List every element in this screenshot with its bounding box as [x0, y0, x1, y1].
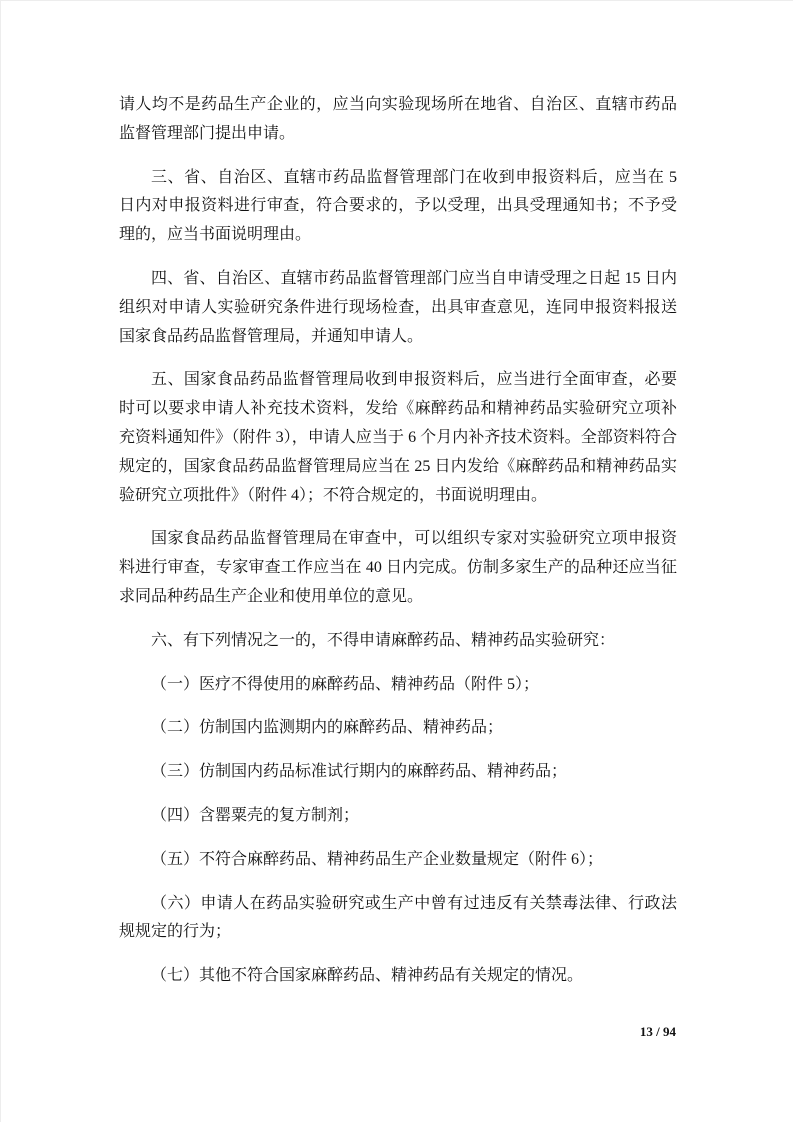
paragraph: 四、省、自治区、直辖市药品监督管理部门应当自申请受理之日起 15 日内组织对申请人实验研究条件进行现场检查，出具审查意见，连同申报资料报送国家食品药品监督管理局，并通知申请人。: [119, 269, 677, 345]
page-number: 13 / 94: [639, 1024, 676, 1039]
paragraph: 六、有下列情况之一的，不得申请麻醉药品、精神药品实验研究：: [151, 631, 616, 649]
list-item-paragraph: （五）不符合麻醉药品、精神药品生产企业数量规定（附件 6）；: [151, 850, 604, 868]
list-item-paragraph: （七）其他不符合国家麻醉药品、精神药品有关规定的情况。: [151, 967, 584, 985]
paragraph: 五、国家食品药品监督管理局收到申报资料后，应当进行全面审查，必要时可以要求申请人补充技术资料，发给《麻醉药品和精神药品实验研究立项补充资料通知件》（附件 3），申请人应当于 6 个月内补齐技术资料。全部资料符合规定的，国家食品药品监督管理局应当在 25 日内发给《麻醉药品和精神药品实验研究立项批件》（附件 4）；不符合规定的，书面说明理由。: [119, 371, 677, 504]
list-item-paragraph: （二）仿制国内监测期内的麻醉药品、精神药品；: [151, 719, 504, 737]
list-item-paragraph: （六）申请人在药品实验研究或生产中曾有过违反有关禁毒法律、行政法规规定的行为；: [119, 894, 677, 941]
list-item-paragraph: （四）含罂粟壳的复方制剂；: [151, 806, 360, 824]
document-body: [119, 91, 677, 1006]
list-item-paragraph: （三）仿制国内药品标准试行期内的麻醉药品、精神药品；: [151, 763, 568, 781]
list-item-paragraph: （一）医疗不得使用的麻醉药品、精神药品（附件 5）；: [151, 675, 540, 693]
paragraph: 国家食品药品监督管理局在审查中，可以组织专家对实验研究立项申报资料进行审查，专家审查工作应当在 40 日内完成。仿制多家生产的品种还应当征求同品种药品生产企业和使用单位的意见。: [119, 530, 677, 605]
paragraph: 请人均不是药品生产企业的，应当向实验现场所在地省、自治区、直辖市药品监督管理部门提出申请。: [119, 96, 677, 142]
paragraph: 三、省、自治区、直辖市药品监督管理部门在收到申报资料后，应当在 5 日内对申报资料进行审查，符合要求的，予以受理，出具受理通知书；不予受理的，应当书面说明理由。: [119, 168, 677, 244]
